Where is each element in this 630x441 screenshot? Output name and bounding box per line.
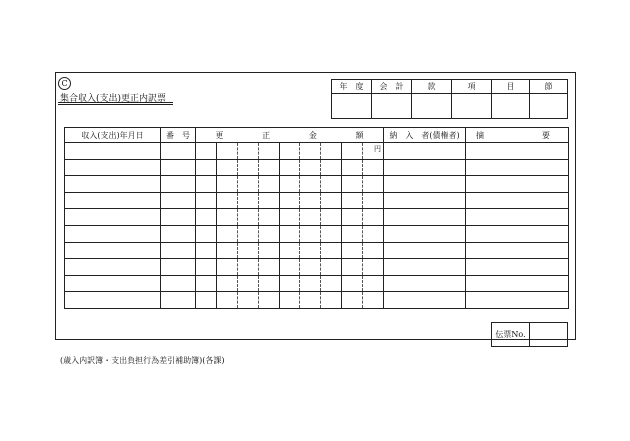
header-amount-char-4: 額 — [355, 130, 364, 140]
cell-number[interactable] — [161, 192, 196, 209]
amount-digit-cell — [321, 276, 342, 292]
detail-table — [64, 127, 569, 309]
amount-digit-cell — [259, 292, 280, 308]
cell-account[interactable] — [372, 94, 412, 119]
cell-summary[interactable] — [466, 159, 569, 176]
amount-digit-grid — [196, 243, 383, 259]
title-underline-2 — [58, 104, 173, 105]
detail-rows — [65, 143, 569, 309]
amount-digit-cell — [363, 243, 383, 259]
amount-digit-cell — [280, 276, 301, 292]
cell-date[interactable] — [65, 209, 161, 226]
cell-amount[interactable] — [196, 225, 384, 242]
amount-digit-cell — [259, 160, 280, 176]
footer-note: (歳入内訳簿・支出負担行為差引補助簿)(各課) — [60, 356, 225, 365]
header-amount-char-1: 更 — [215, 130, 224, 140]
cell-payer[interactable] — [384, 242, 466, 259]
amount-digit-cell — [342, 209, 363, 225]
cell-amount[interactable] — [196, 176, 384, 193]
cell-payer[interactable] — [384, 209, 466, 226]
amount-digit-cell — [196, 292, 217, 308]
header-amount-char-3: 金 — [308, 130, 317, 140]
amount-digit-cell — [259, 276, 280, 292]
header-amount — [196, 128, 384, 143]
amount-digit-cell — [321, 143, 342, 159]
table-row — [65, 259, 569, 276]
cell-amount[interactable] — [196, 292, 384, 309]
cell-summary[interactable] — [466, 209, 569, 226]
amount-digit-cell — [363, 160, 383, 176]
amount-digit-grid — [196, 193, 383, 209]
cell-summary[interactable] — [466, 143, 569, 160]
header-number: 番 号 — [161, 128, 196, 143]
amount-digit-cell — [196, 243, 217, 259]
title-underline — [58, 102, 173, 103]
cell-amount[interactable] — [196, 242, 384, 259]
header-date: 収入(支出)年月日 — [65, 128, 161, 143]
amount-digit-cell — [259, 259, 280, 275]
header-fiscal-year: 年 度 — [332, 80, 372, 94]
amount-digit-cell — [217, 176, 238, 192]
amount-digit-cell — [280, 226, 301, 242]
amount-digit-cell — [196, 209, 217, 225]
cell-payer[interactable] — [384, 292, 466, 309]
amount-digit-cell — [342, 176, 363, 192]
table-row — [65, 192, 569, 209]
cell-number[interactable] — [161, 225, 196, 242]
cell-date[interactable] — [65, 275, 161, 292]
amount-digit-grid — [196, 176, 383, 192]
header-setsu: 節 — [530, 80, 568, 94]
amount-digit-cell — [238, 160, 259, 176]
amount-digit-cell — [238, 193, 259, 209]
amount-digit-cell — [321, 176, 342, 192]
amount-digit-cell — [342, 226, 363, 242]
amount-digit-cell — [280, 143, 301, 159]
amount-digit-cell — [238, 209, 259, 225]
header-summary — [466, 128, 569, 143]
amount-digit-cell — [300, 292, 321, 308]
cell-setsu[interactable] — [530, 94, 568, 119]
amount-digit-cell — [300, 259, 321, 275]
amount-digit-cell — [238, 243, 259, 259]
table-row — [65, 275, 569, 292]
cell-summary[interactable] — [466, 225, 569, 242]
cell-date[interactable] — [65, 225, 161, 242]
c-mark: C — [58, 77, 71, 90]
amount-digit-cell — [300, 160, 321, 176]
cell-payer[interactable] — [384, 176, 466, 193]
cell-fiscal-year[interactable] — [332, 94, 372, 119]
amount-digit-cell — [321, 193, 342, 209]
amount-digit-cell — [321, 160, 342, 176]
amount-digit-cell — [238, 143, 259, 159]
cell-number[interactable] — [161, 259, 196, 276]
header-moku: 目 — [492, 80, 530, 94]
amount-digit-cell — [217, 160, 238, 176]
amount-digit-grid — [196, 209, 383, 225]
amount-digit-cell — [363, 176, 383, 192]
amount-digit-cell — [300, 143, 321, 159]
amount-digit-cell — [196, 176, 217, 192]
cell-number[interactable] — [161, 143, 196, 160]
amount-digit-cell — [280, 209, 301, 225]
amount-digit-cell — [217, 226, 238, 242]
amount-digit-grid — [196, 226, 383, 242]
amount-digit-cell — [363, 292, 383, 308]
amount-digit-cell — [363, 209, 383, 225]
amount-digit-cell — [280, 176, 301, 192]
amount-digit-cell — [321, 226, 342, 242]
cell-summary[interactable] — [466, 242, 569, 259]
cell-payer[interactable] — [384, 192, 466, 209]
amount-digit-cell — [342, 259, 363, 275]
table-row — [65, 143, 569, 160]
cell-amount[interactable] — [196, 159, 384, 176]
slip-number-box — [491, 322, 568, 347]
cell-number[interactable] — [161, 292, 196, 309]
header-kou: 項 — [452, 80, 492, 94]
amount-digit-cell — [196, 160, 217, 176]
amount-digit-cell — [300, 176, 321, 192]
amount-digit-grid — [196, 143, 383, 159]
cell-amount[interactable] — [196, 275, 384, 292]
cell-summary[interactable] — [466, 275, 569, 292]
amount-digit-cell — [217, 259, 238, 275]
amount-digit-cell — [259, 176, 280, 192]
amount-digit-cell — [342, 292, 363, 308]
amount-digit-cell — [217, 292, 238, 308]
amount-digit-cell — [280, 292, 301, 308]
slip-number-field[interactable] — [530, 323, 568, 347]
cell-date[interactable] — [65, 176, 161, 193]
amount-digit-cell — [280, 160, 301, 176]
cell-date[interactable] — [65, 192, 161, 209]
cell-amount[interactable] — [196, 259, 384, 276]
amount-digit-cell — [363, 193, 383, 209]
amount-digit-cell — [363, 226, 383, 242]
amount-digit-cell — [300, 226, 321, 242]
cell-summary[interactable] — [466, 292, 569, 309]
cell-date[interactable] — [65, 143, 161, 160]
amount-digit-cell — [196, 143, 217, 159]
amount-digit-grid — [196, 276, 383, 292]
account-code-table — [331, 79, 568, 119]
table-row — [65, 176, 569, 193]
cell-date[interactable] — [65, 242, 161, 259]
amount-digit-cell — [321, 259, 342, 275]
amount-digit-cell — [342, 276, 363, 292]
amount-digit-cell — [196, 276, 217, 292]
cell-number[interactable] — [161, 275, 196, 292]
cell-number[interactable] — [161, 209, 196, 226]
amount-digit-cell — [280, 243, 301, 259]
form-title: 集合収入(支出)更正内訳票 — [60, 94, 167, 104]
cell-payer[interactable] — [384, 225, 466, 242]
amount-digit-cell — [280, 259, 301, 275]
cell-payer[interactable] — [384, 275, 466, 292]
amount-digit-cell — [238, 292, 259, 308]
amount-digit-cell — [300, 193, 321, 209]
amount-digit-cell — [259, 243, 280, 259]
amount-digit-grid — [196, 259, 383, 275]
cell-amount[interactable] — [196, 143, 384, 160]
cell-number[interactable] — [161, 159, 196, 176]
amount-digit-cell — [321, 243, 342, 259]
amount-digit-cell — [217, 193, 238, 209]
cell-summary[interactable] — [466, 176, 569, 193]
amount-digit-cell — [217, 276, 238, 292]
cell-amount[interactable] — [196, 209, 384, 226]
cell-payer[interactable] — [384, 159, 466, 176]
header-summary-char-2: 要 — [542, 130, 550, 140]
amount-digit-cell — [217, 243, 238, 259]
cell-payer[interactable] — [384, 143, 466, 160]
cell-date[interactable] — [65, 159, 161, 176]
cell-kou[interactable] — [452, 94, 492, 119]
cell-payer[interactable] — [384, 259, 466, 276]
table-row — [65, 225, 569, 242]
amount-digit-cell — [342, 243, 363, 259]
cell-date[interactable] — [65, 292, 161, 309]
amount-digit-cell — [280, 193, 301, 209]
table-row — [65, 209, 569, 226]
amount-digit-cell — [238, 276, 259, 292]
cell-kan[interactable] — [412, 94, 452, 119]
amount-digit-cell — [300, 276, 321, 292]
amount-digit-cell — [196, 259, 217, 275]
amount-digit-cell — [217, 143, 238, 159]
amount-digit-cell — [363, 276, 383, 292]
amount-digit-cell — [238, 259, 259, 275]
amount-digit-cell — [321, 292, 342, 308]
amount-digit-cell — [363, 259, 383, 275]
slip-label: 伝票No. — [492, 323, 530, 347]
amount-digit-cell — [259, 143, 280, 159]
amount-digit-cell — [321, 209, 342, 225]
cell-amount[interactable] — [196, 192, 384, 209]
header-amount-char-2: 正 — [262, 130, 271, 140]
table-row — [65, 159, 569, 176]
header-kan: 款 — [412, 80, 452, 94]
table-row — [65, 292, 569, 309]
amount-digit-cell — [238, 226, 259, 242]
amount-digit-cell — [259, 193, 280, 209]
amount-digit-cell — [342, 160, 363, 176]
cell-number[interactable] — [161, 242, 196, 259]
header-summary-char-1: 摘 — [476, 130, 484, 140]
amount-digit-cell — [196, 193, 217, 209]
header-account: 会 計 — [372, 80, 412, 94]
yen-unit: 円 — [374, 145, 381, 153]
amount-digit-grid — [196, 292, 383, 308]
cell-date[interactable] — [65, 259, 161, 276]
amount-digit-cell — [259, 226, 280, 242]
header-payer: 納 入 者(債権者) — [384, 128, 466, 143]
cell-summary[interactable] — [466, 192, 569, 209]
amount-digit-cell — [342, 193, 363, 209]
amount-digit-cell — [342, 143, 363, 159]
amount-digit-cell — [300, 243, 321, 259]
cell-number[interactable] — [161, 176, 196, 193]
cell-moku[interactable] — [492, 94, 530, 119]
amount-digit-cell — [238, 176, 259, 192]
amount-digit-cell — [196, 226, 217, 242]
table-row — [65, 242, 569, 259]
amount-digit-cell — [259, 209, 280, 225]
amount-digit-cell — [300, 209, 321, 225]
amount-digit-cell — [217, 209, 238, 225]
amount-digit-grid — [196, 160, 383, 176]
cell-summary[interactable] — [466, 259, 569, 276]
